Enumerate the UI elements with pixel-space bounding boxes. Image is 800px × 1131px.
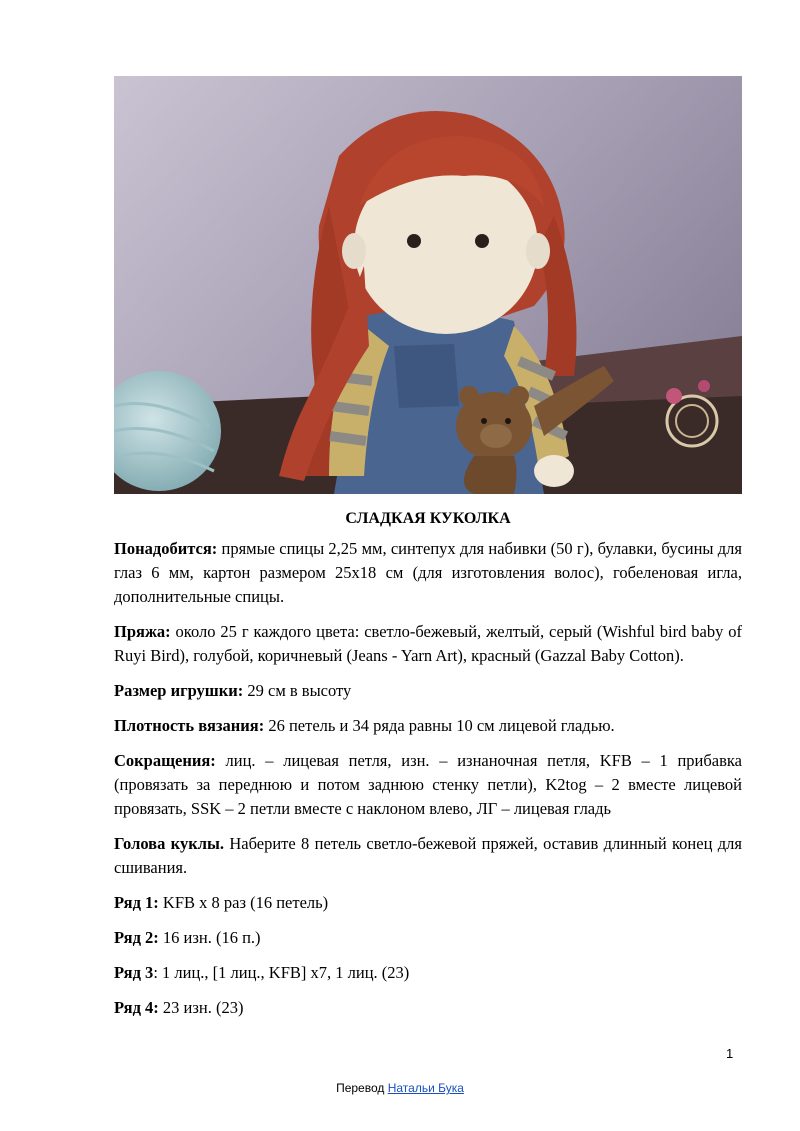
yarn-label: Пряжа: xyxy=(114,622,171,641)
footer xyxy=(0,1081,800,1095)
row-2 xyxy=(114,926,742,950)
size-label: Размер игрушки: xyxy=(114,681,244,700)
row-3-label: Ряд 3 xyxy=(114,963,154,982)
row-2-text: 16 изн. (16 п.) xyxy=(158,928,261,947)
pattern-body xyxy=(114,537,742,1031)
yarn-text: около 25 г каждого цвета: светло-бежевый, желтый, серый (Wishful bird baby of Ruyi Bird), голубой, коричневый (Jeans - Yarn Art), красный (Gazzal Baby Cotton). xyxy=(114,622,742,665)
size-text: 29 см в высоту xyxy=(243,681,352,700)
footer-prefix: Перевод xyxy=(336,1081,388,1095)
head-paragraph xyxy=(114,832,742,880)
head-text: Наберите 8 петель светло-бежевой пряжей, оставив длинный конец для сшивания. xyxy=(114,834,742,877)
abbreviations-text: лиц. – лицевая петля, изн. – изнаночная петля, KFB – 1 прибавка (провязать за переднюю и потом заднюю стенку петли), K2tog – 2 вместе лицевой провязать, SSK – 2 петли вместе с наклоном влево, ЛГ – лицевая гладь xyxy=(114,751,742,818)
page-number: 1 xyxy=(726,1046,734,1061)
gauge-paragraph xyxy=(114,714,742,738)
yarn-paragraph xyxy=(114,620,742,668)
row-1-text: KFB х 8 раз (16 петель) xyxy=(158,893,329,912)
row-1 xyxy=(114,891,742,915)
pattern-title: СЛАДКАЯ КУКОЛКА xyxy=(345,510,511,527)
gauge-label: Плотность вязания: xyxy=(114,716,265,735)
size-paragraph xyxy=(114,679,742,703)
row-2-label: Ряд 2: xyxy=(114,928,159,947)
materials-text: прямые спицы 2,25 мм, синтепух для набивки (50 г), булавки, бусины для глаз 6 мм, картон размером 25х18 см (для изготовления волос), гобеленовая игла, дополнительные спицы. xyxy=(114,539,742,606)
abbreviations-paragraph xyxy=(114,749,742,821)
gauge-text: 26 петель и 34 ряда равны 10 см лицевой гладью. xyxy=(264,716,615,735)
row-4-label: Ряд 4: xyxy=(114,998,159,1017)
head-label: Голова куклы. xyxy=(114,834,224,853)
doll-photo xyxy=(114,76,742,494)
abbreviations-label: Сокращения: xyxy=(114,751,216,770)
row-4 xyxy=(114,996,742,1020)
materials-label: Понадобится: xyxy=(114,539,218,558)
row-4-text: 23 изн. (23) xyxy=(158,998,244,1017)
row-3-text: : 1 лиц., [1 лиц., KFB] х7, 1 лиц. (23) xyxy=(153,963,410,982)
materials-paragraph xyxy=(114,537,742,609)
row-3 xyxy=(114,961,742,985)
translator-link[interactable]: Натальи Бука xyxy=(387,1081,464,1095)
row-1-label: Ряд 1: xyxy=(114,893,159,912)
